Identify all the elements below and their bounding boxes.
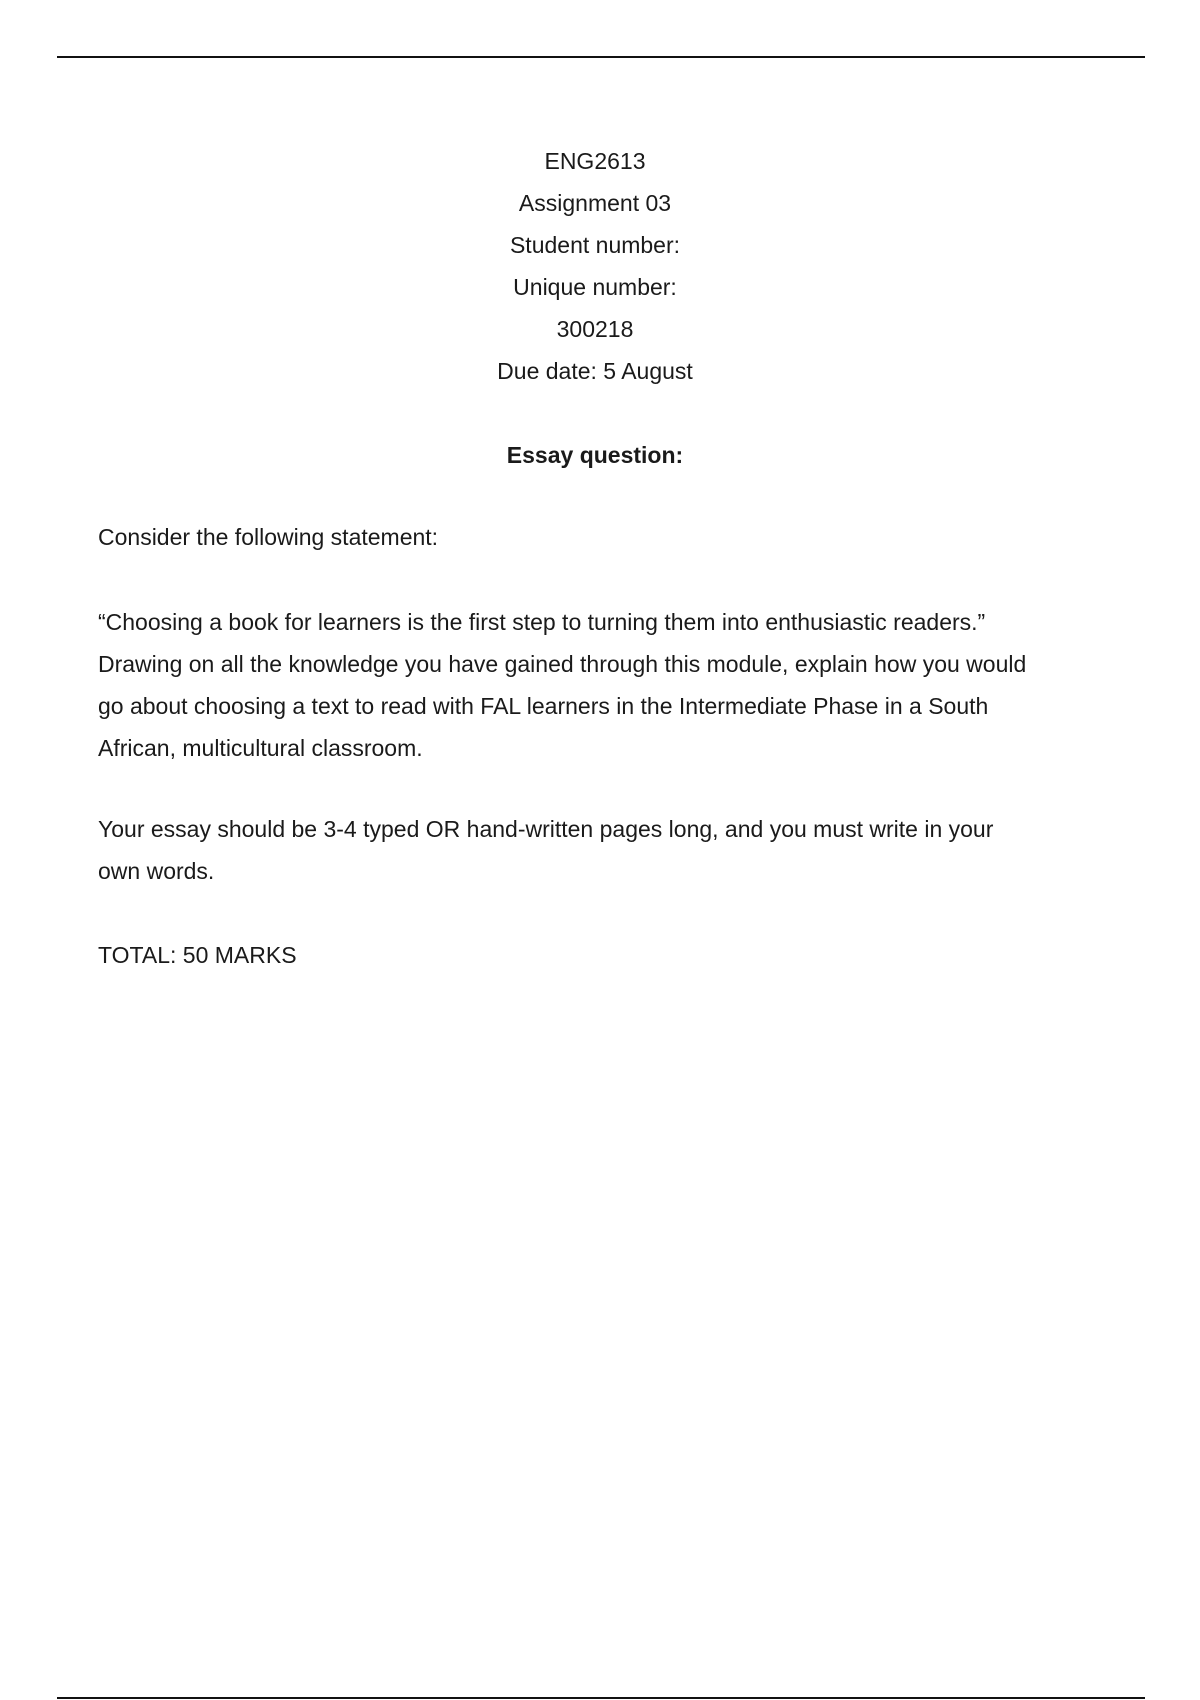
essay-heading: Essay question:: [506, 442, 684, 468]
assignment-title: Assignment 03: [518, 190, 672, 216]
statement-line: go about choosing a text to read with FAL learners in the Intermediate Phase in a South: [98, 693, 989, 719]
unique-number-value: 300218: [556, 316, 634, 342]
length-line: own words.: [98, 858, 215, 884]
total-marks: [98, 934, 1098, 976]
student-number-label: Student number:: [509, 232, 681, 258]
statement-line: Drawing on all the knowledge you have gained through this module, explain how you would: [98, 651, 1027, 677]
bottom-rule: [57, 1697, 1145, 1699]
course-code: ENG2613: [544, 148, 646, 174]
consider-line: Consider the following statement:: [98, 524, 439, 550]
due-date: Due date: 5 August: [497, 358, 693, 384]
statement-line: African, multicultural classroom.: [98, 735, 423, 761]
length-paragraph: [98, 808, 1098, 892]
unique-number-label: Unique number:: [513, 274, 677, 300]
consider-paragraph: [98, 516, 1098, 558]
assignment-header: [0, 140, 1190, 392]
total-marks-line: TOTAL: 50 MARKS: [98, 942, 297, 968]
length-line: Your essay should be 3-4 typed OR hand-written pages long, and you must write in your: [98, 816, 994, 842]
statement-line: “Choosing a book for learners is the first step to turning them into enthusiastic readers.”: [98, 609, 986, 635]
top-rule: [57, 56, 1145, 58]
statement-paragraph: [98, 601, 1098, 769]
